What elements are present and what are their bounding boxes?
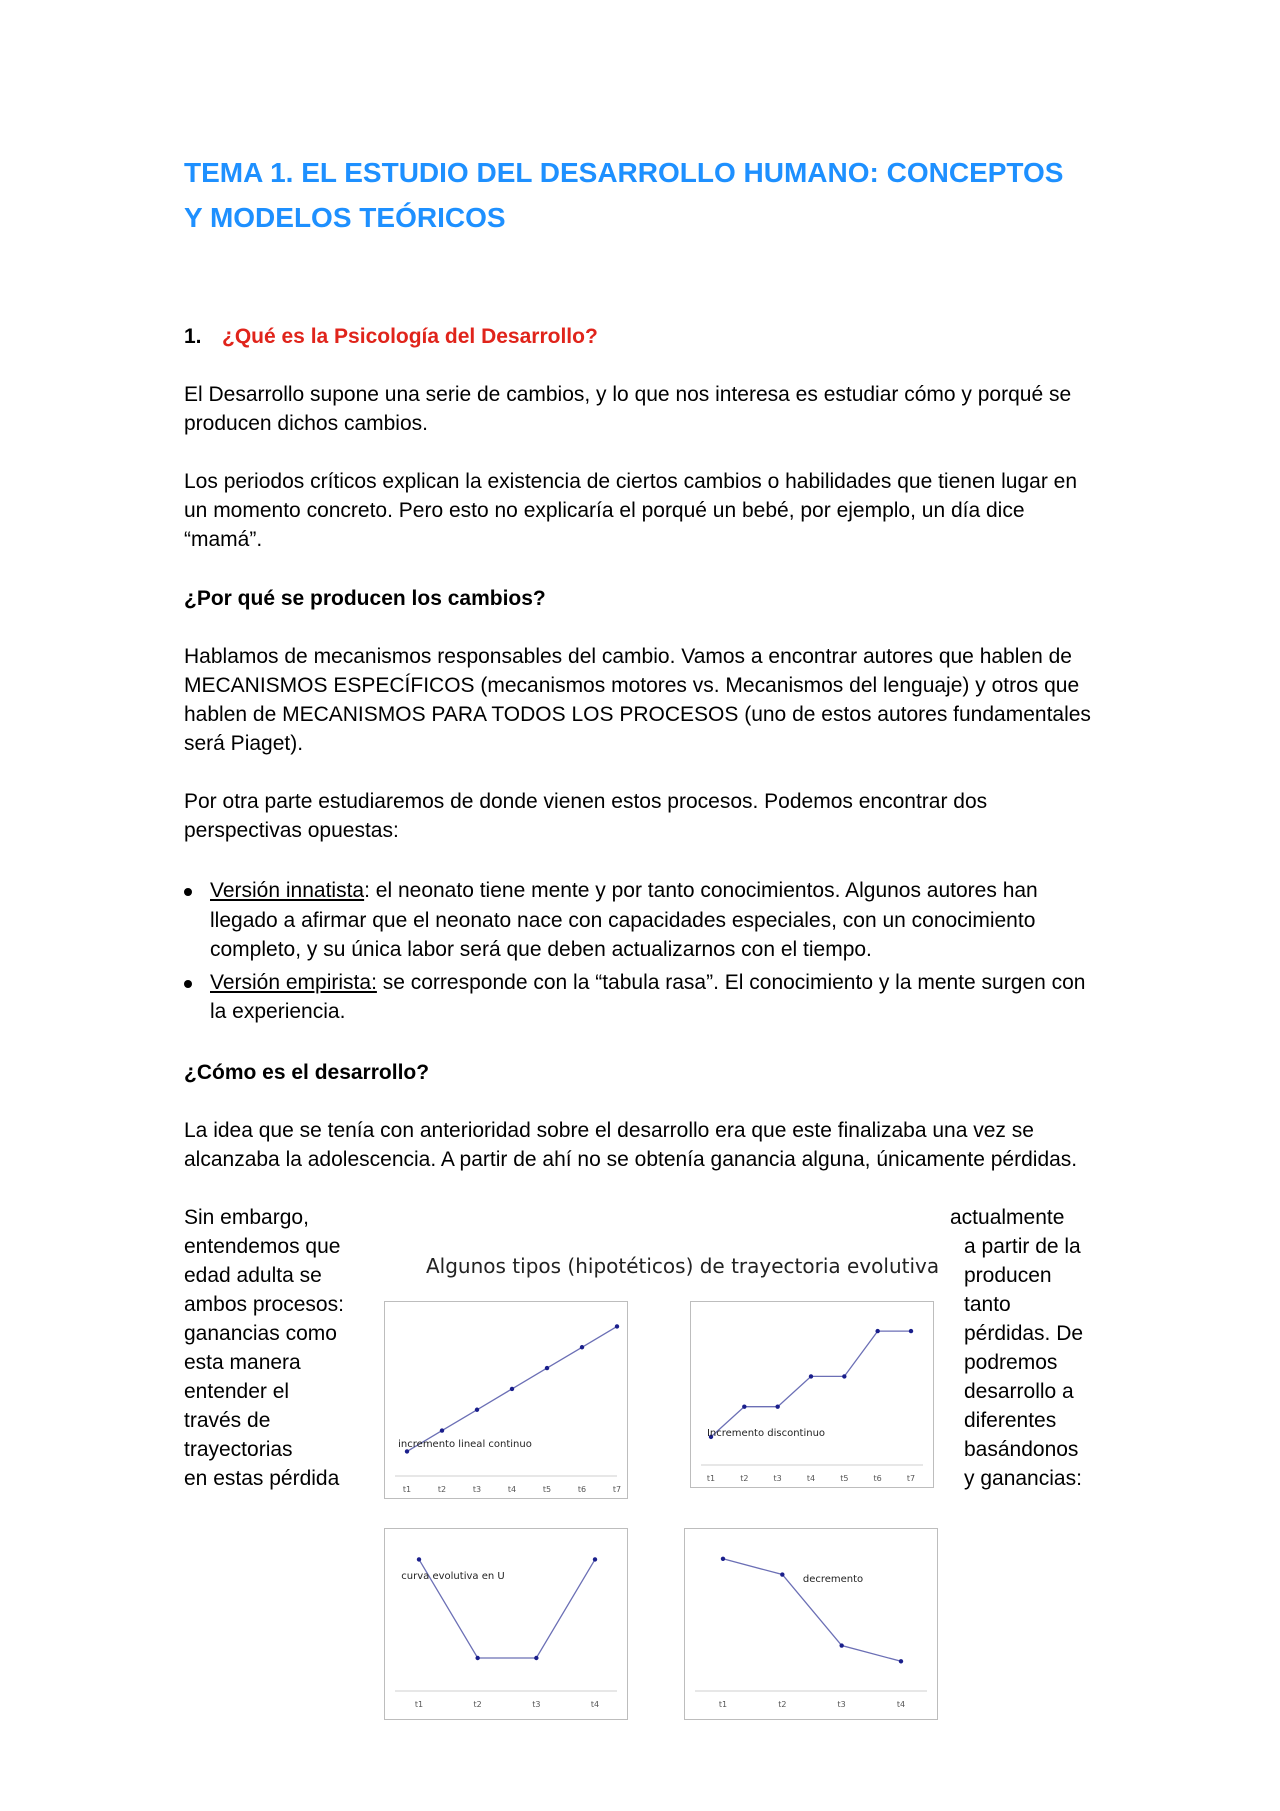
tick-label: t5	[840, 1474, 849, 1483]
list-item	[184, 876, 1104, 965]
tick-label: t5	[542, 1485, 552, 1494]
tick-label: t4	[896, 1700, 906, 1709]
data-point	[475, 1656, 479, 1660]
text-line: ambos procesos:	[184, 1293, 344, 1316]
bullet-label: Versión empirista:	[210, 970, 377, 994]
data-point	[842, 1374, 846, 1378]
data-point	[909, 1329, 913, 1333]
tick-label: t2	[437, 1485, 447, 1494]
bullet-label: Versión innatista	[210, 879, 365, 902]
tick-label: t3	[472, 1485, 482, 1494]
bullet-icon	[184, 980, 192, 988]
tick-label: t2	[778, 1700, 787, 1709]
section-label: ¿Qué es la Psicología del Desarrollo?	[222, 325, 598, 348]
paragraph-3: Hablamos de mecanismos responsables del cambio. Vamos a encontrar autores que hablen de MECANISMOS ESPECÍFICOS (mecanismos motores vs. Mecanismos del lenguaje) y otros que hablen de MECANISMOS PARA TODOS LOS PROCESOS (uno de estos autores fundamentales será Piaget).	[184, 645, 1091, 755]
data-point	[615, 1324, 619, 1328]
text-line: desarrollo a	[964, 1380, 1074, 1403]
tick-label: t4	[507, 1485, 517, 1494]
chart-annotation: Incremento discontinuo	[706, 1428, 826, 1439]
subheading-how: ¿Cómo es el desarrollo?	[184, 1061, 430, 1084]
data-point	[545, 1366, 549, 1370]
paragraph-4: Por otra parte estudiaremos de donde vienen estos procesos. Podemos encontrar dos perspectivas opuestas:	[184, 790, 988, 842]
paragraph-1: El Desarrollo supone una serie de cambios, y lo que nos interesa es estudiar cómo y porqué se producen dichos cambios.	[184, 383, 1072, 435]
tick-label: t2	[740, 1474, 749, 1483]
data-point	[875, 1329, 879, 1333]
text-line: través de	[184, 1409, 271, 1432]
text-line: edad adulta se	[184, 1264, 322, 1287]
figure-title: Algunos tipos (hipotéticos) de trayectoria evolutiva	[426, 1254, 940, 1278]
tick-label: t1	[706, 1474, 716, 1483]
perspectives-list	[184, 876, 1104, 1030]
chart-linear-svg	[385, 1302, 627, 1498]
chart-linear	[384, 1301, 628, 1499]
section-number: 1.	[184, 325, 202, 348]
data-point	[809, 1374, 813, 1378]
tick-label: t4	[806, 1474, 816, 1483]
text-line: trayectorias	[184, 1438, 293, 1461]
data-point	[839, 1643, 843, 1647]
text-line: esta manera	[184, 1351, 301, 1374]
text-line: Sin embargo,	[184, 1206, 309, 1229]
text-line: y ganancias:	[964, 1467, 1082, 1490]
wrap-text-left	[184, 1203, 344, 1493]
page-title: TEMA 1. EL ESTUDIO DEL DESARROLLO HUMANO: CONCEPTOS Y MODELOS TEÓRICOS	[184, 157, 1064, 233]
chart-decrement	[684, 1528, 938, 1720]
data-point	[899, 1659, 903, 1663]
data-point	[580, 1345, 584, 1349]
tick-label: t2	[473, 1700, 482, 1709]
tick-label: t1	[414, 1700, 424, 1709]
wrap-text-right	[950, 1203, 1083, 1493]
tick-label: t1	[402, 1485, 412, 1494]
chart-annotation: curva evolutiva en U	[401, 1571, 505, 1582]
paragraph-2: Los periodos críticos explican la existencia de ciertos cambios o habilidades que tienen lugar en un momento concreto. Pero esto no explicaría el porqué un bebé, por ejemplo, un día dice “mamá”.	[184, 470, 1078, 551]
chart-discontinuous-svg	[691, 1302, 933, 1487]
paragraph-5: La idea que se tenía con anterioridad sobre el desarrollo era que este finalizaba una vez se alcanzaba la adolescencia. A partir de ahí no se obtenía ganancia alguna, únicamente pérdidas.	[184, 1119, 1078, 1171]
data-point	[742, 1404, 746, 1408]
tick-label: t3	[773, 1474, 782, 1483]
data-point	[534, 1656, 538, 1660]
tick-label: t1	[718, 1700, 728, 1709]
data-point	[780, 1572, 784, 1576]
text-line: actualmente	[950, 1206, 1065, 1229]
section-heading	[184, 322, 598, 351]
text-line: entendemos que	[184, 1235, 341, 1258]
bullet-separator: :	[364, 879, 370, 902]
data-point	[440, 1428, 444, 1432]
text-line: basándonos	[964, 1438, 1079, 1461]
chart-u-curve-svg	[385, 1529, 627, 1719]
data-point	[417, 1557, 421, 1561]
tick-label: t3	[532, 1700, 541, 1709]
list-item	[184, 968, 1104, 1027]
chart-annotation: incremento lineal continuo	[398, 1439, 532, 1450]
text-line: entender el	[184, 1380, 290, 1403]
chart-discontinuous	[690, 1301, 934, 1488]
bullet-icon	[184, 888, 192, 896]
chart-annotation: decremento	[802, 1574, 864, 1585]
series-line	[711, 1331, 911, 1437]
data-point	[775, 1404, 779, 1408]
tick-label: t7	[612, 1485, 622, 1494]
tick-label: t4	[590, 1700, 600, 1709]
bullet-text: se corresponde con la “tabula rasa”. El conocimiento y la mente surgen con la experiencia.	[210, 970, 1086, 1023]
text-line: podremos	[964, 1351, 1058, 1374]
bullet-text: el neonato tiene mente y por tanto conocimientos. Algunos autores han llegado a afirmar que el neonato nace con capacidades especiales, con un conocimiento completo, y su única labor será que deben actualizarnos con el tiempo.	[210, 879, 1038, 961]
data-point	[721, 1557, 725, 1561]
tick-label: t3	[837, 1700, 846, 1709]
text-line: a partir de la	[964, 1235, 1081, 1258]
text-line: pérdidas. De	[964, 1322, 1084, 1345]
data-point	[510, 1387, 514, 1391]
chart-u-curve	[384, 1528, 628, 1720]
data-point	[475, 1408, 479, 1412]
text-line: en estas pérdida	[184, 1467, 340, 1490]
text-line: producen	[964, 1264, 1052, 1287]
text-line: ganancias como	[184, 1322, 337, 1345]
data-point	[593, 1557, 597, 1561]
text-line: diferentes	[964, 1409, 1057, 1432]
tick-label: t6	[873, 1474, 882, 1483]
tick-label: t6	[577, 1485, 587, 1494]
tick-label: t7	[906, 1474, 916, 1483]
text-line: tanto	[964, 1293, 1011, 1316]
subheading-why: ¿Por qué se producen los cambios?	[184, 587, 546, 610]
chart-decrement-svg	[685, 1529, 937, 1719]
